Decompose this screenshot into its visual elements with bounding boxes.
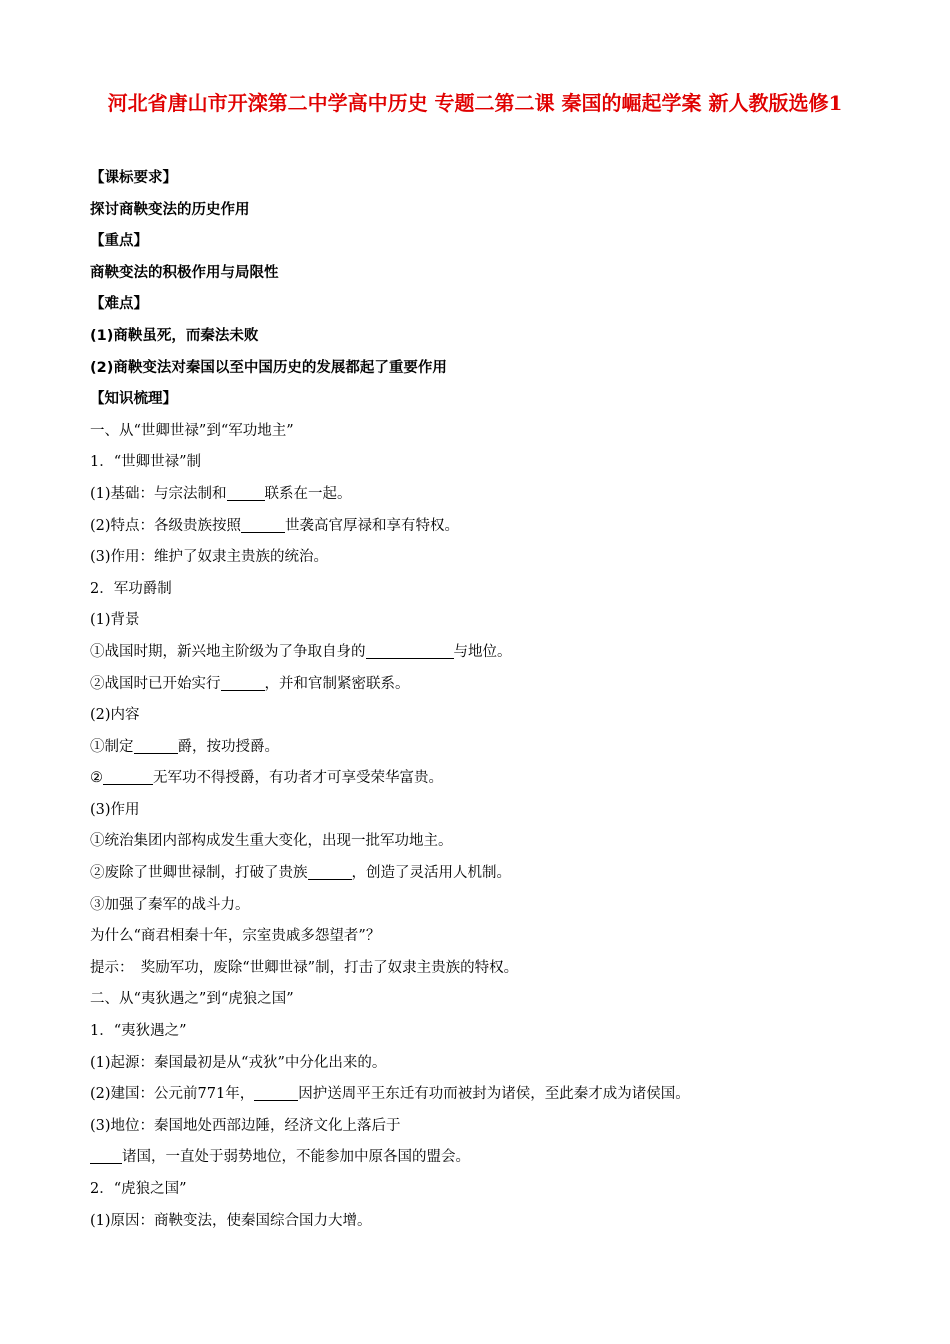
line-text: (2)特点：各级贵族按照	[90, 517, 242, 534]
line-text: ②废除了世卿世禄制，打破了贵族	[90, 865, 308, 882]
line-text: 【课标要求】	[90, 170, 177, 186]
text-line	[90, 447, 870, 479]
fill-in-blank	[134, 737, 178, 754]
text-line	[90, 1016, 870, 1048]
line-text: 爵，按功授爵。	[177, 738, 279, 755]
line-text: ，创造了灵活用人机制。	[351, 865, 511, 882]
text-line	[90, 289, 870, 321]
document-title: 河北省唐山市开滦第二中学高中历史 专题二第二课 秦国的崛起学案 新人教版选修1	[107, 91, 843, 115]
text-line	[90, 574, 870, 606]
text-line	[90, 511, 870, 543]
fill-in-blank	[366, 642, 454, 659]
line-text: (2)建国：公元前771年，	[90, 1086, 255, 1103]
line-text: 【知识梳理】	[90, 391, 177, 408]
line-text: (1)商鞅虽死，而秦法未败	[90, 327, 259, 344]
line-text: ②	[90, 770, 103, 787]
line-text: ②战国时已开始实行	[90, 675, 221, 692]
text-line	[90, 1206, 870, 1238]
text-line	[90, 921, 870, 953]
line-text: ①制定	[90, 738, 134, 755]
text-line	[90, 984, 870, 1016]
line-text: ①战国时期，新兴地主阶级为了争取自身的	[90, 643, 366, 660]
text-line	[90, 321, 870, 353]
line-text: 【难点】	[90, 296, 148, 313]
text-line	[90, 795, 870, 827]
document-body	[90, 163, 870, 1237]
text-line	[90, 669, 870, 701]
line-text: ，并和官制紧密联系。	[264, 675, 410, 692]
text-line	[90, 542, 870, 574]
line-text: (2)商鞅变法对秦国以至中国历史的发展都起了重要作用	[90, 359, 447, 376]
text-line	[90, 732, 870, 764]
line-text: (1)起源：秦国最初是从“戎狄”中分化出来的。	[90, 1054, 387, 1071]
line-text: (3)作用：维护了奴隶主贵族的统治。	[90, 549, 329, 566]
line-text: 二、从“夷狄遇之”到“虎狼之国”	[90, 991, 294, 1008]
text-line	[90, 1048, 870, 1080]
text-line	[90, 353, 870, 385]
text-line	[90, 953, 870, 985]
text-line	[90, 826, 870, 858]
line-text: 与地位。	[453, 643, 512, 660]
line-text: 【重点】	[90, 233, 148, 250]
line-text: 商鞅变法的积极作用与局限性	[90, 264, 279, 281]
line-text: 诸国，一直处于弱势地位，不能参加中原各国的盟会。	[122, 1149, 470, 1166]
line-text: (1)背景	[90, 612, 140, 629]
fill-in-blank	[90, 1147, 122, 1164]
line-text: (1)原因：商鞅变法，使秦国综合国力大增。	[90, 1212, 372, 1229]
line-text: 联系在一起。	[264, 485, 352, 502]
text-line	[90, 700, 870, 732]
line-text: 探讨商鞅变法的历史作用	[90, 201, 250, 218]
fill-in-blank	[241, 516, 285, 533]
text-line	[90, 1079, 870, 1111]
line-text: 2．军功爵制	[90, 580, 172, 597]
text-line	[90, 226, 870, 258]
text-line	[90, 258, 870, 290]
text-line	[90, 416, 870, 448]
text-line	[90, 163, 870, 195]
line-text: 一、从“世卿世禄”到“军功地主”	[90, 422, 294, 439]
fill-in-blank	[103, 768, 153, 785]
fill-in-blank	[308, 863, 352, 880]
text-line	[90, 479, 870, 511]
line-text: (2)内容	[90, 707, 140, 724]
text-line	[90, 605, 870, 637]
text-line	[90, 1142, 870, 1174]
line-text: 无军功不得授爵，有功者才可享受荣华富贵。	[153, 770, 443, 787]
line-text: 提示： 奖励军功，废除“世卿世禄”制，打击了奴隶主贵族的特权。	[90, 959, 519, 976]
fill-in-blank	[221, 674, 265, 691]
line-text: (1)基础：与宗法制和	[90, 485, 227, 502]
line-text: 因护送周平王东迁有功而被封为诸侯，至此秦才成为诸侯国。	[298, 1086, 690, 1103]
text-line	[90, 1111, 870, 1143]
line-text: ①统治集团内部构成发生重大变化，出现一批军功地主。	[90, 833, 453, 850]
text-line	[90, 637, 870, 669]
text-line	[90, 858, 870, 890]
line-text: 为什么“商君相秦十年，宗室贵戚多怨望者”？	[90, 928, 381, 945]
text-line	[90, 195, 870, 227]
line-text: 世袭高官厚禄和享有特权。	[285, 517, 460, 534]
text-line	[90, 1174, 870, 1206]
text-line	[90, 763, 870, 795]
line-text: (3)作用	[90, 801, 140, 818]
line-text: 1．“夷狄遇之”	[90, 1023, 187, 1040]
text-line	[90, 384, 870, 416]
fill-in-blank	[227, 484, 265, 501]
line-text: 2．“虎狼之国”	[90, 1181, 187, 1197]
line-text: 1．“世卿世禄”制	[90, 454, 202, 471]
text-line	[90, 890, 870, 922]
line-text: (3)地位：秦国地处西部边陲，经济文化上落后于	[90, 1117, 401, 1134]
fill-in-blank	[254, 1084, 298, 1101]
line-text: ③加强了秦军的战斗力。	[90, 896, 250, 913]
